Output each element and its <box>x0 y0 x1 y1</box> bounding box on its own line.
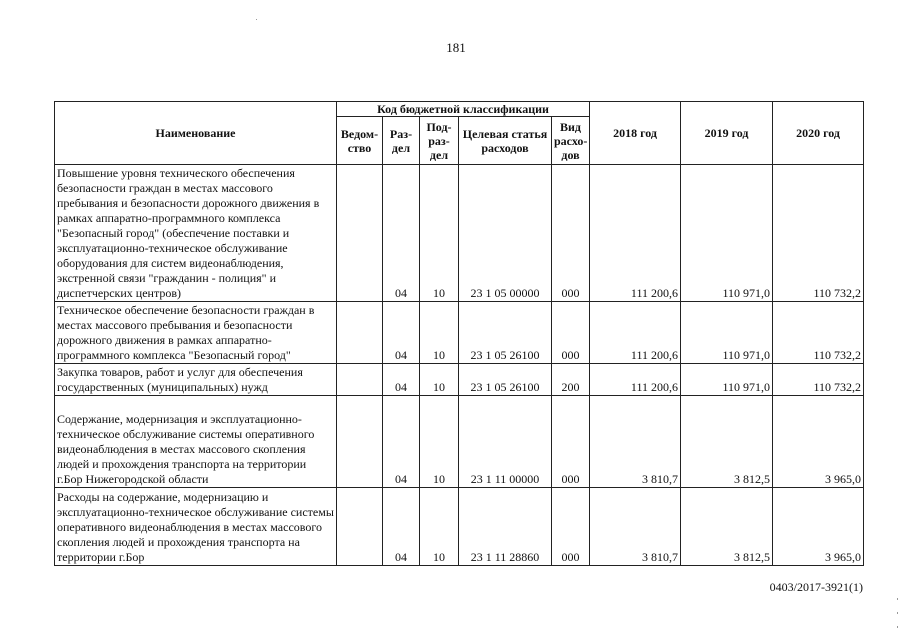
row-2020: 110 732,2 <box>773 364 864 396</box>
row-2019: 110 971,0 <box>681 302 773 364</box>
scan-speck <box>256 19 257 20</box>
row-vedomstvo <box>337 396 383 488</box>
page-number: 181 <box>446 40 466 55</box>
row-2018: 111 200,6 <box>590 364 681 396</box>
row-name: Повышение уровня технического обеспечения безопасности граждан в местах массового пребывания и безопасности дорожного движения в рамках аппаратно-программного комплекса "Безопасный город" (обеспечение поставки и эксплуатационно-техническое обслуживание оборудования для систем видеонаблюдения, экстренной связи "гражданин - полиция" и диспетчерских центров) <box>55 165 337 302</box>
scan-speck <box>897 598 898 600</box>
row-target-article: 23 1 11 28860 <box>459 488 552 566</box>
header-2019: 2019 год <box>681 102 773 165</box>
table-row <box>55 488 864 566</box>
row-podrazdel: 10 <box>420 396 459 488</box>
header-target-article: Целевая статья расходов <box>459 117 552 165</box>
row-target-article: 23 1 05 26100 <box>459 364 552 396</box>
row-2019: 3 812,5 <box>681 488 773 566</box>
header-razdel: Раз-дел <box>383 117 420 165</box>
row-2018: 111 200,6 <box>590 165 681 302</box>
row-expense-type: 000 <box>552 302 590 364</box>
row-expense-type: 000 <box>552 488 590 566</box>
row-name: Закупка товаров, работ и услуг для обеспечения государственных (муниципальных) нужд <box>55 364 337 396</box>
header-budget-code-group: Код бюджетной классификации <box>337 102 590 117</box>
row-2020: 3 965,0 <box>773 396 864 488</box>
row-2019: 110 971,0 <box>681 364 773 396</box>
table-row <box>55 364 864 396</box>
header-vedomstvo: Ведом-ство <box>337 117 383 165</box>
row-razdel: 04 <box>383 396 420 488</box>
header-row-group <box>55 102 864 117</box>
row-expense-type: 200 <box>552 364 590 396</box>
row-vedomstvo <box>337 488 383 566</box>
row-expense-type: 000 <box>552 165 590 302</box>
row-razdel: 04 <box>383 302 420 364</box>
row-2020: 110 732,2 <box>773 302 864 364</box>
scan-speck <box>897 612 898 614</box>
header-podrazdel: Под-раз-дел <box>420 117 459 165</box>
row-target-article: 23 1 05 00000 <box>459 165 552 302</box>
row-expense-type: 000 <box>552 396 590 488</box>
budget-table <box>54 101 864 566</box>
header-name: Наименование <box>55 102 337 165</box>
row-podrazdel: 10 <box>420 302 459 364</box>
row-2020: 3 965,0 <box>773 488 864 566</box>
row-podrazdel: 10 <box>420 364 459 396</box>
row-razdel: 04 <box>383 364 420 396</box>
row-2018: 3 810,7 <box>590 488 681 566</box>
row-name: Расходы на содержание, модернизацию и эксплуатационно-техническое обслуживание системы оперативного видеонаблюдения в местах массового скопления людей и прохождения транспорта на территории г.Бор <box>55 488 337 566</box>
header-expense-type: Вид расхо-дов <box>552 117 590 165</box>
row-razdel: 04 <box>383 488 420 566</box>
row-2018: 3 810,7 <box>590 396 681 488</box>
row-vedomstvo <box>337 165 383 302</box>
row-vedomstvo <box>337 302 383 364</box>
row-2019: 110 971,0 <box>681 165 773 302</box>
row-podrazdel: 10 <box>420 165 459 302</box>
document-code: 0403/2017-3921(1) <box>769 580 863 594</box>
row-target-article: 23 1 11 00000 <box>459 396 552 488</box>
table-row <box>55 302 864 364</box>
row-vedomstvo <box>337 364 383 396</box>
header-2020: 2020 год <box>773 102 864 165</box>
scan-speck <box>897 626 898 628</box>
row-2018: 111 200,6 <box>590 302 681 364</box>
row-name: Содержание, модернизация и эксплуатационно-техническое обслуживание системы оперативного видеонаблюдения в местах массового скопления людей и прохождения транспорта на территории г.Бор Нижегородской области <box>55 396 337 488</box>
row-podrazdel: 10 <box>420 488 459 566</box>
table-row <box>55 165 864 302</box>
row-2019: 3 812,5 <box>681 396 773 488</box>
row-target-article: 23 1 05 26100 <box>459 302 552 364</box>
row-razdel: 04 <box>383 165 420 302</box>
row-name: Техническое обеспечение безопасности граждан в местах массового пребывания и безопасности дорожного движения в рамках аппаратно-программного комплекса "Безопасный город" <box>55 302 337 364</box>
header-2018: 2018 год <box>590 102 681 165</box>
table-row <box>55 396 864 488</box>
row-2020: 110 732,2 <box>773 165 864 302</box>
